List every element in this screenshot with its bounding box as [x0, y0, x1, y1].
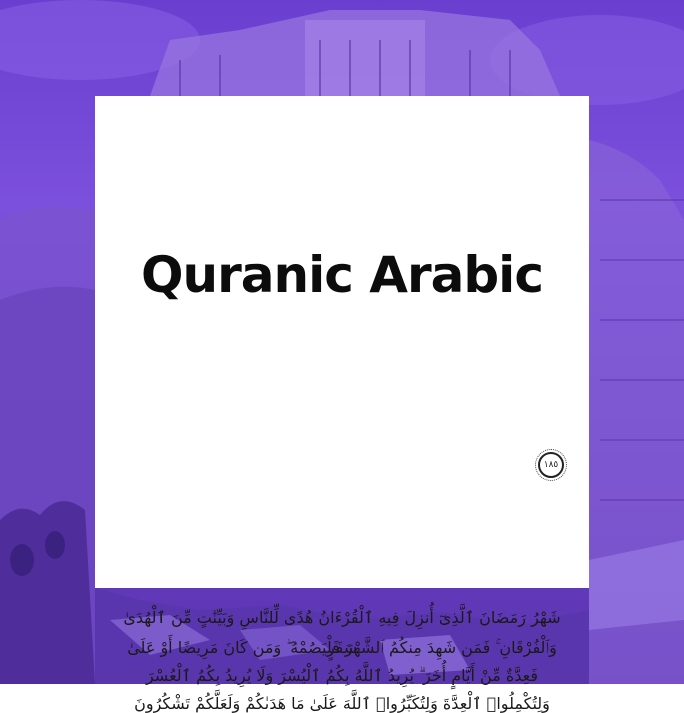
page-title: Quranic Arabic	[141, 246, 543, 304]
ayah-number: ١٨٥	[543, 460, 559, 470]
ayah-number-marker	[538, 452, 564, 478]
content-card	[95, 96, 589, 588]
